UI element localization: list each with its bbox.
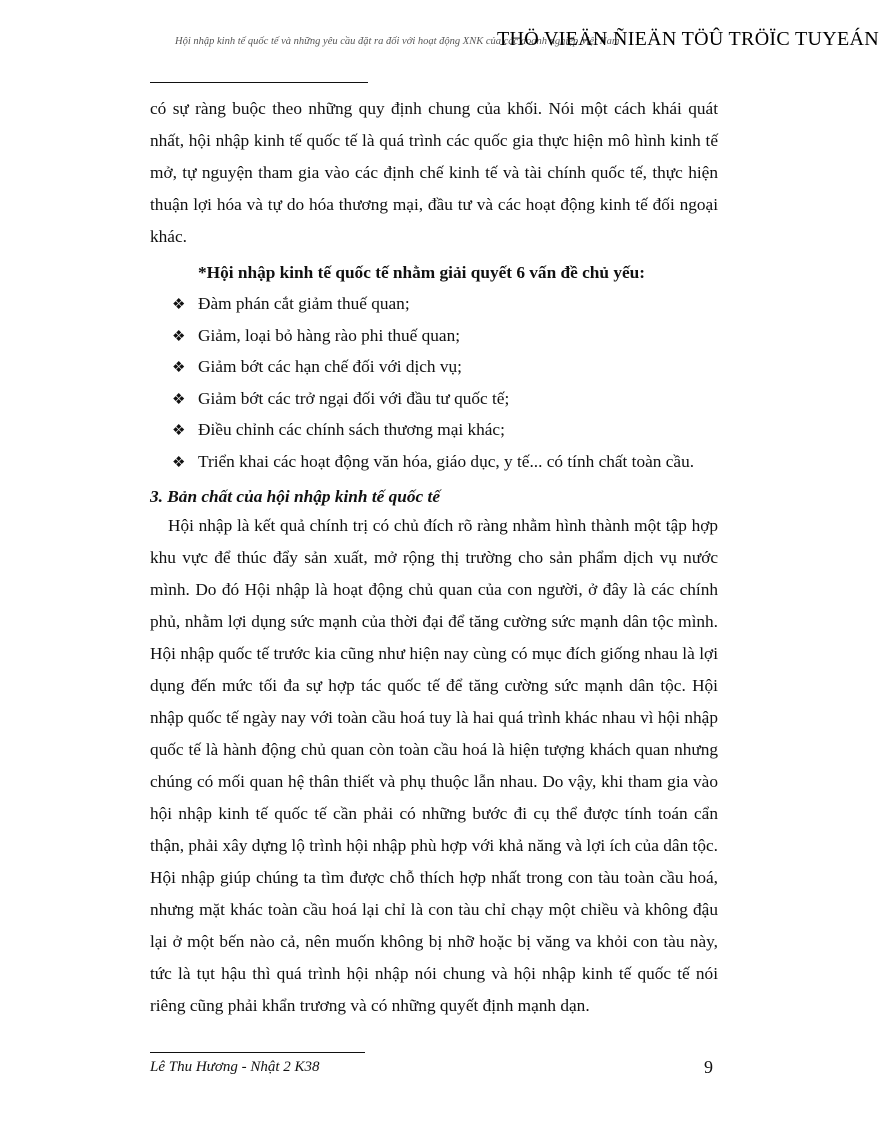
diamond-bullet-icon: ❖ <box>172 423 186 439</box>
page-number: 9 <box>704 1057 713 1077</box>
list-item: ❖ Giảm, loại bỏ hàng rào phi thuế quan; <box>172 321 718 353</box>
list-item: ❖ Điều chỉnh các chính sách thương mại khác; <box>172 415 718 447</box>
section-paragraph: Hội nhập là kết quả chính trị có chủ đích rõ ràng nhằm hình thành một tập hợp khu vực để thúc đẩy sản xuất, mở rộng thị trường cho sản phẩm dịch vụ nước mình. Do đó Hội nhập là hoạt động chủ quan của con người, ở đây là các chính phủ, nhằm lợi dụng sức mạnh của thời đại để tăng cường sức mạnh dân tộc mình. Hội nhập quốc tế trước kia cũng như hiện nay cùng có mục đích giống nhau là lợi dụng đến mức tối đa sự hợp tác quốc tế để tăng cường sức mạnh dân tộc. Hội nhập quốc tế ngày nay với toàn cầu hoá tuy là hai quá trình khác nhau vì hội nhập quốc tế là hành động chủ quan còn toàn cầu hoá là hiện tượng khách quan nhưng chúng có mối quan hệ thân thiết và phụ thuộc lẫn nhau. Do vậy, khi tham gia vào hội nhập kinh tế quốc tế cần phải có những bước đi cụ thể được tính toán cẩn thận, phải xây dựng lộ trình hội nhập phù hợp với khả năng và lợi ích của dân tộc. Hội nhập giúp chúng ta tìm được chỗ thích hợp nhất trong con tàu toàn cầu hoá, nhưng mặt khác toàn cầu hoá lại chỉ là con tàu chỉ chạy một chiều và không đậu lại ở một bến nào cả, nên muốn không bị nhỡ hoặc bị văng va khỏi con tàu này, tức là tụt hậu thì quá trình hội nhập nói chung và hội nhập kinh tế quốc tế nói riêng cũng phải khẩn trương và có những quyết định mạnh dạn. <box>150 516 718 1015</box>
diamond-bullet-icon: ❖ <box>172 328 186 345</box>
running-header: Hội nhập kinh tế quốc tế và những yêu cầu đặt ra đối với hoạt động XNK của các doanh nghiệp Việt Nam <box>175 36 620 47</box>
page-body <box>150 93 718 1022</box>
library-watermark: THÖ VIEÄN ÑIEÄN TÖÛ TRÖÏC TUYEÁN <box>497 28 879 50</box>
intro-paragraph: có sự ràng buộc theo những quy định chung của khối. Nói một cách khái quát nhất, hội nhập kinh tế quốc tế là quá trình các quốc gia thực hiện mô hình kinh tế mở, tự nguyện tham gia vào các định chế kinh tế và tài chính quốc tế, thực hiện thuận lợi hóa và tự do hóa thương mại, đầu tư và các hoạt động kinh tế đối ngoại khác. <box>150 99 718 246</box>
section-heading: 3. Bản chất của hội nhập kinh tế quốc tế <box>150 487 440 506</box>
list-item: ❖ Giảm bớt các trở ngại đối với đầu tư quốc tế; <box>172 384 718 416</box>
footer-rule <box>150 1052 365 1053</box>
list-item: ❖ Triển khai các hoạt động văn hóa, giáo dục, y tế... có tính chất toàn cầu. <box>172 447 718 479</box>
diamond-bullet-icon: ❖ <box>172 297 186 313</box>
author-footer: Lê Thu Hương - Nhật 2 K38 <box>150 1059 320 1075</box>
header-rule <box>150 82 368 83</box>
list-item: ❖ Giảm bớt các hạn chế đối với dịch vụ; <box>172 352 718 384</box>
list-item: ❖ Đàm phán cắt giảm thuế quan; <box>172 289 718 321</box>
diamond-bullet-icon: ❖ <box>172 391 186 408</box>
callout-heading: *Hội nhập kinh tế quốc tế nhằm giải quyết 6 vấn đề chủ yếu: <box>198 263 645 282</box>
diamond-bullet-icon: ❖ <box>172 360 186 376</box>
issues-list <box>150 289 718 478</box>
diamond-bullet-icon: ❖ <box>172 454 186 471</box>
